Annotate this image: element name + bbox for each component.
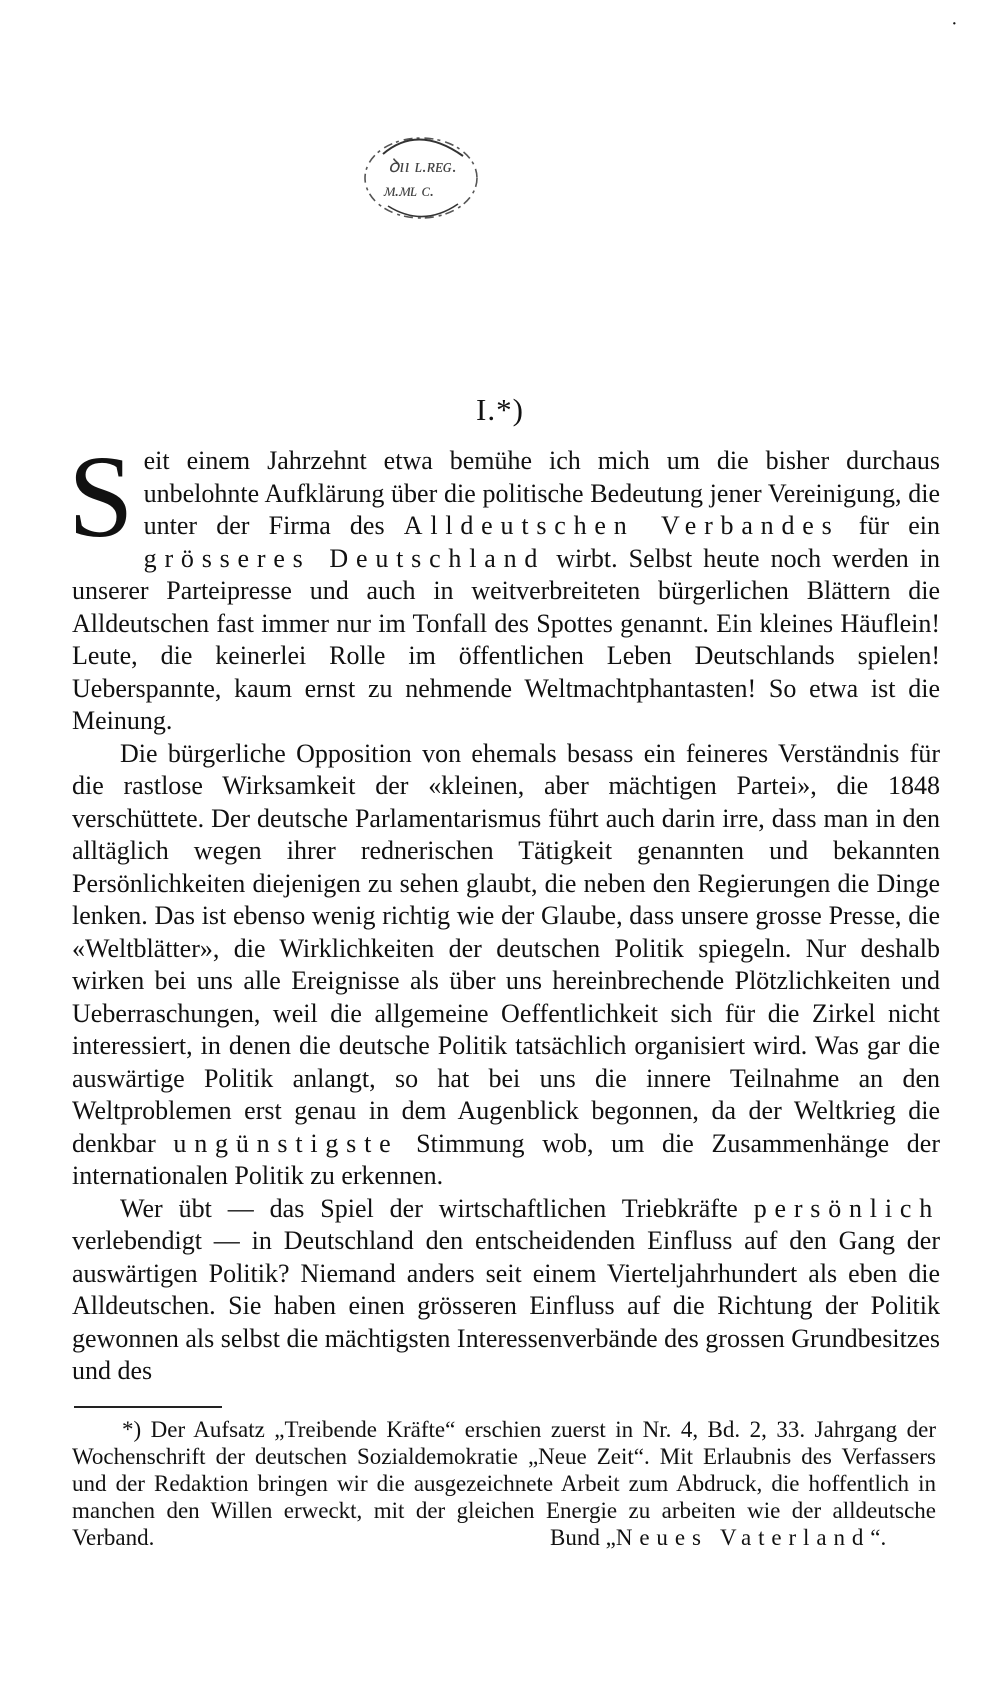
drop-cap: S bbox=[68, 431, 134, 562]
paragraph-2 bbox=[72, 738, 940, 1193]
paragraph-3-text-a: Wer übt — das Spiel der wirtschaftlichen Triebkräfte bbox=[120, 1193, 754, 1223]
body-text bbox=[68, 431, 941, 1388]
paragraph-1-text-a: eit einem Jahrzehnt etwa bemühe ich mich um die bisher durchaus unbelohnte Aufklärung über die politische Bedeutung jener Vereinigung, die unter der Firma des bbox=[143, 446, 940, 540]
emphasis-unguenstigste: ungünstigste bbox=[173, 1128, 399, 1158]
paragraph-1-text-c: wirbt. Selbst heute noch werden in unserer Parteipresse und auch in weitverbreiteten bürgerlichen Blättern die Alldeutschen fast immer nur im Tonfall des Spottes genannt. Ein kleines Häuflein! Leute, die keinerlei Rolle im öffentlichen Leben Deutschlands spielen! Ueberspannte, kaum ernst zu nehmende Weltmachtphantasten! So etwa ist die Meinung. bbox=[72, 543, 941, 735]
footnote-text: Der Aufsatz „Treibende Kräfte“ erschien zuerst in Nr. 4, Bd. 2, 33. Jahrgang der Wochenschrift der deutschen Sozialdemokratie „Neue Zeit“. Mit Erlaubnis des Verfassers und der Redaktion bringen wir die ausgezeichnete Arbeit zum Abdruck, die hoffentlich in manchen den Willen erweckt, mit der gleichen Energie zu arbeiten wie der alldeutsche Verband. bbox=[72, 1417, 936, 1550]
paragraph-3 bbox=[72, 1193, 940, 1388]
paragraph-1-text-b: für ein bbox=[839, 511, 940, 540]
paragraph-2-text-a: Die bürgerliche Opposition von ehemals besass ein feineres Verständnis für die rastlose Wirksamkeit der «kleinen, aber mächtigen Partei», die 1848 verschüttete. Der deutsche Parlamentarismus führt auch darin irre, dass man in den alltäglich wegen ihrer rednerischen Tätigkeit genannten und bekannten Persönlichkeiten diejenigen zu sehen glaubt, die neben den Regierungen die Dinge lenken. Das ist ebenso wenig richtig wie der Glaube, dass unsere grosse Presse, die «Weltblätter», die Wirklichkeiten der deutschen Politik spiegeln. Nur deshalb wirken bei uns alle Ereignisse als über uns hereinbrechende Plötzlichkeiten und Ueberraschungen, weil die allgemeine Oeffentlichkeit sich für die Zirkel nicht interessiert, in denen die deutsche Politik tatsächlich organisiert wird. Was gar die auswärtige Politik anlangt, so hat bei uns die innere Teilnahme an den Weltproblemen erst genau in dem Augenblick begonnen, da der Weltkrieg die denkbar bbox=[72, 738, 940, 1158]
library-stamp bbox=[358, 128, 484, 232]
signature-name: Neues Vaterland bbox=[615, 1525, 871, 1550]
signature-prefix: Bund „ bbox=[550, 1525, 616, 1550]
svg-text:ᴍ.ᴍʟ ᴄ.: ᴍ.ᴍʟ ᴄ. bbox=[384, 180, 435, 200]
footnote-signature bbox=[550, 1524, 886, 1551]
section-heading: I.*) bbox=[476, 392, 524, 427]
signature-suffix: “. bbox=[870, 1525, 887, 1550]
emphasis-alldeutschen-verbandes: Alldeutschen Verbandes bbox=[403, 511, 840, 540]
footnote-marker: *) bbox=[122, 1417, 142, 1442]
emphasis-groesseres-deutschland: grösseres Deutschland bbox=[143, 543, 546, 573]
footnote-divider bbox=[74, 1406, 222, 1408]
paragraph-2-text-b: Stimmung wob, um die Zusammenhänge der internationalen Politik zu erkennen. bbox=[72, 1128, 940, 1190]
page-corner-mark: · bbox=[951, 13, 958, 35]
svg-text:ꝺıı ʟ.ʀᴇɢ.: ꝺıı ʟ.ʀᴇɢ. bbox=[388, 156, 457, 177]
emphasis-persoenlich: persönlich bbox=[753, 1193, 940, 1223]
paragraph-3-text-b: verlebendigt — in Deutschland den entscheidenden Einfluss auf den Gang der auswärtigen Politik? Niemand anders seit einem Vierteljahrhundert als eben die Alldeutschen. Sie haben einen grösseren Einfluss auf die Richtung der Politik gewonnen als selbst die mächtigsten Interessenverbände des grossen Grundbesitzes und des bbox=[72, 1226, 940, 1385]
paragraph-1 bbox=[68, 431, 941, 738]
